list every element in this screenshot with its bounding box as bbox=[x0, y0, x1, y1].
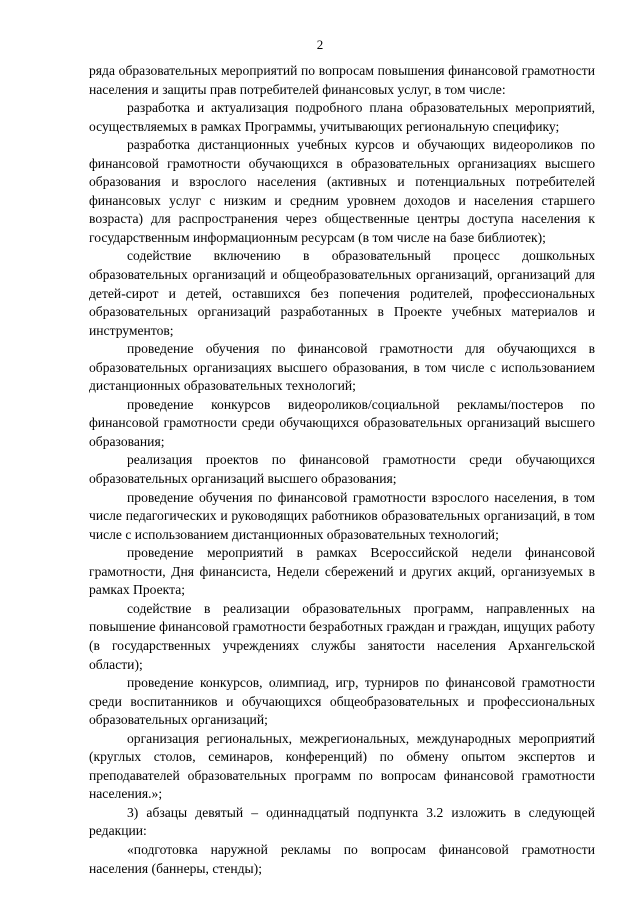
paragraph: 3) абзацы девятый – одиннадцатый подпункта 3.2 изложить в следующей редакции: bbox=[89, 804, 595, 839]
paragraph: проведение мероприятий в рамках Всероссийской недели финансовой грамотности, Дня финансиста, Недели сбережений и других акций, организуемых в рамках Проекта; bbox=[89, 545, 595, 598]
paragraph: проведение конкурсов, олимпиад, игр, турниров по финансовой грамотности среди воспитанников и обучающихся общеобразовательных и профессиональных образовательных организаций; bbox=[89, 675, 595, 728]
paragraph: проведение обучения по финансовой грамотности взрослого населения, в том числе педагогических и руководящих работников образовательных организаций, в том числе с использованием дистанционных образовательных технологий; bbox=[89, 489, 595, 542]
paragraph: ряда образовательных мероприятий по вопросам повышения финансовой грамотности населения и защиты прав потребителей финансовых услуг, в том числе: bbox=[89, 63, 595, 97]
paragraph: проведение конкурсов видеороликов/социальной рекламы/постеров по финансовой грамотности среди обучающихся образовательных организаций высшего образования; bbox=[89, 396, 595, 449]
paragraph: разработка дистанционных учебных курсов и обучающих видеороликов по финансовой грамотности обучающихся в образовательных организациях высшего образования и взрослого населения (активных и потенциальных потребителей финансовых услуг с низким и средним уровнем доходов и населения старшего возраста) для распространения через общественные центры доступа населения к государственным информационным ресурсам (в том числе на базе библиотек); bbox=[89, 137, 595, 245]
page-number: 2 bbox=[316, 37, 324, 52]
paragraph: «подготовка наружной рекламы по вопросам финансовой грамотности населения (баннеры, стенды); bbox=[89, 841, 595, 876]
paragraph: организация региональных, межрегиональных, международных мероприятий (круглых столов, семинаров, конференций) по обмену опытом экспертов и преподавателей образовательных программ по вопросам финансовой грамотности населения.»; bbox=[89, 730, 595, 802]
paragraph: содействие в реализации образовательных программ, направленных на повышение финансовой грамотности безработных граждан и граждан, ищущих работу (в государственных учреждениях службы занятости населения Архангельской области); bbox=[89, 600, 595, 672]
paragraph: проведение обучения по финансовой грамотности для обучающихся в образовательных организациях высшего образования, в том числе с использованием дистанционных образовательных технологий; bbox=[89, 341, 595, 394]
document-body bbox=[89, 62, 595, 878]
paragraph: разработка и актуализация подробного плана образовательных мероприятий, осуществляемых в рамках Программы, учитывающих региональную специфику; bbox=[89, 100, 595, 134]
paragraph: реализация проектов по финансовой грамотности среди обучающихся образовательных организаций высшего образования; bbox=[89, 452, 595, 487]
paragraph: содействие включению в образовательный процесс дошкольных образовательных организаций и общеобразовательных организаций, организаций для детей-сирот и детей, оставшихся без попечения родителей, профессиональных образовательных организаций разработанных в Проекте учебных материалов и инструментов; bbox=[89, 248, 595, 338]
